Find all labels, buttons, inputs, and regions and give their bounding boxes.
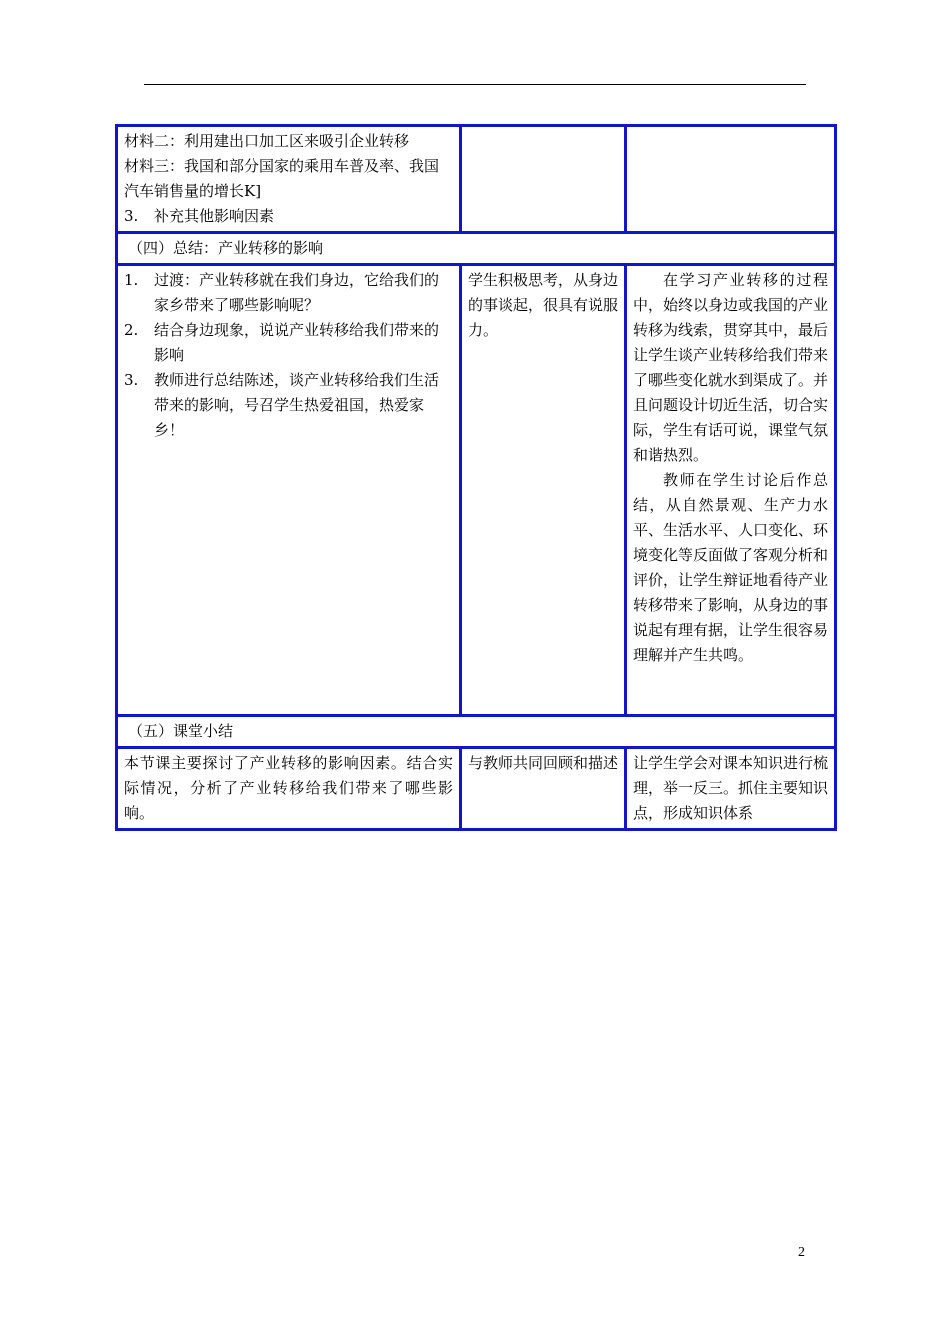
list-text: 结合身边现象，说说产业转移给我们带来的影响 xyxy=(154,321,440,364)
table-row xyxy=(117,265,836,716)
student-activity-text: 与教师共同回顾和描述 xyxy=(468,754,619,772)
student-activity-text: 学生积极思考，从身边的事谈起，很具有说服力。 xyxy=(468,271,619,339)
list-number: 1. xyxy=(124,271,139,289)
student-activity-cell xyxy=(461,265,626,716)
table-row xyxy=(117,233,836,265)
header-rule xyxy=(144,84,806,85)
list-item xyxy=(124,368,453,443)
teacher-steps-list xyxy=(124,268,453,443)
list-number: 3. xyxy=(124,371,139,389)
list-text: 补充其他影响因素 xyxy=(154,207,275,225)
list-item xyxy=(124,318,453,368)
section-title-wrapup: （五）课堂小结 xyxy=(117,716,836,748)
design-intent-cell xyxy=(626,265,836,716)
list-text: 过渡：产业转移就在我们身边，它给我们的家乡带来了哪些影响呢？ xyxy=(154,271,440,314)
student-activity-cell xyxy=(461,126,626,233)
design-intent-cell xyxy=(626,126,836,233)
page-number: 2 xyxy=(798,1245,805,1260)
design-intent-paragraph: 教师在学生讨论后作总结，从自然景观、生产力水平、生活水平、人口变化、环境变化等反面做了客观分析和评价，让学生辩证地看待产业转移带来了影响，从身边的事说起有理有据，让学生很容易理解并产生共鸣。 xyxy=(633,471,829,664)
table-row xyxy=(117,126,836,233)
student-activity-cell xyxy=(461,748,626,830)
material-three: 材料三：我国和部分国家的乘用车普及率、我国汽车销售量的增长K] xyxy=(124,157,440,200)
design-intent-text: 让学生学会对课本知识进行梳理，举一反三。抓住主要知识点，形成知识体系 xyxy=(633,754,829,822)
material-two: 材料二：利用建出口加工区来吸引企业转移 xyxy=(124,132,410,150)
design-intent-paragraph: 在学习产业转移的过程中，始终以身边或我国的产业转移为线索，贯穿其中，最后让学生谈产业转移给我们带来了哪些变化就水到渠成了。并且问题设计切近生活，切合实际，学生有话可说，课堂气氛和谐热烈。 xyxy=(633,271,829,464)
materials-cell xyxy=(117,126,461,233)
table-row xyxy=(117,748,836,830)
list-item xyxy=(124,204,453,229)
design-intent-cell xyxy=(626,748,836,830)
table-row xyxy=(117,716,836,748)
teacher-summary-text: 本节课主要探讨了产业转移的影响因素。结合实际情况，分析了产业转移给我们带来了哪些影响。 xyxy=(124,754,453,822)
section-title-summary: （四）总结：产业转移的影响 xyxy=(117,233,836,265)
lesson-plan-table xyxy=(115,124,837,831)
list-number: 3. xyxy=(124,207,139,225)
list-number: 2. xyxy=(124,321,139,339)
teacher-activity-cell xyxy=(117,748,461,830)
teacher-activity-cell xyxy=(117,265,461,716)
list-item xyxy=(124,268,453,318)
list-text: 教师进行总结陈述，谈产业转移给我们生活带来的影响，号召学生热爱祖国，热爱家乡！ xyxy=(154,371,440,439)
